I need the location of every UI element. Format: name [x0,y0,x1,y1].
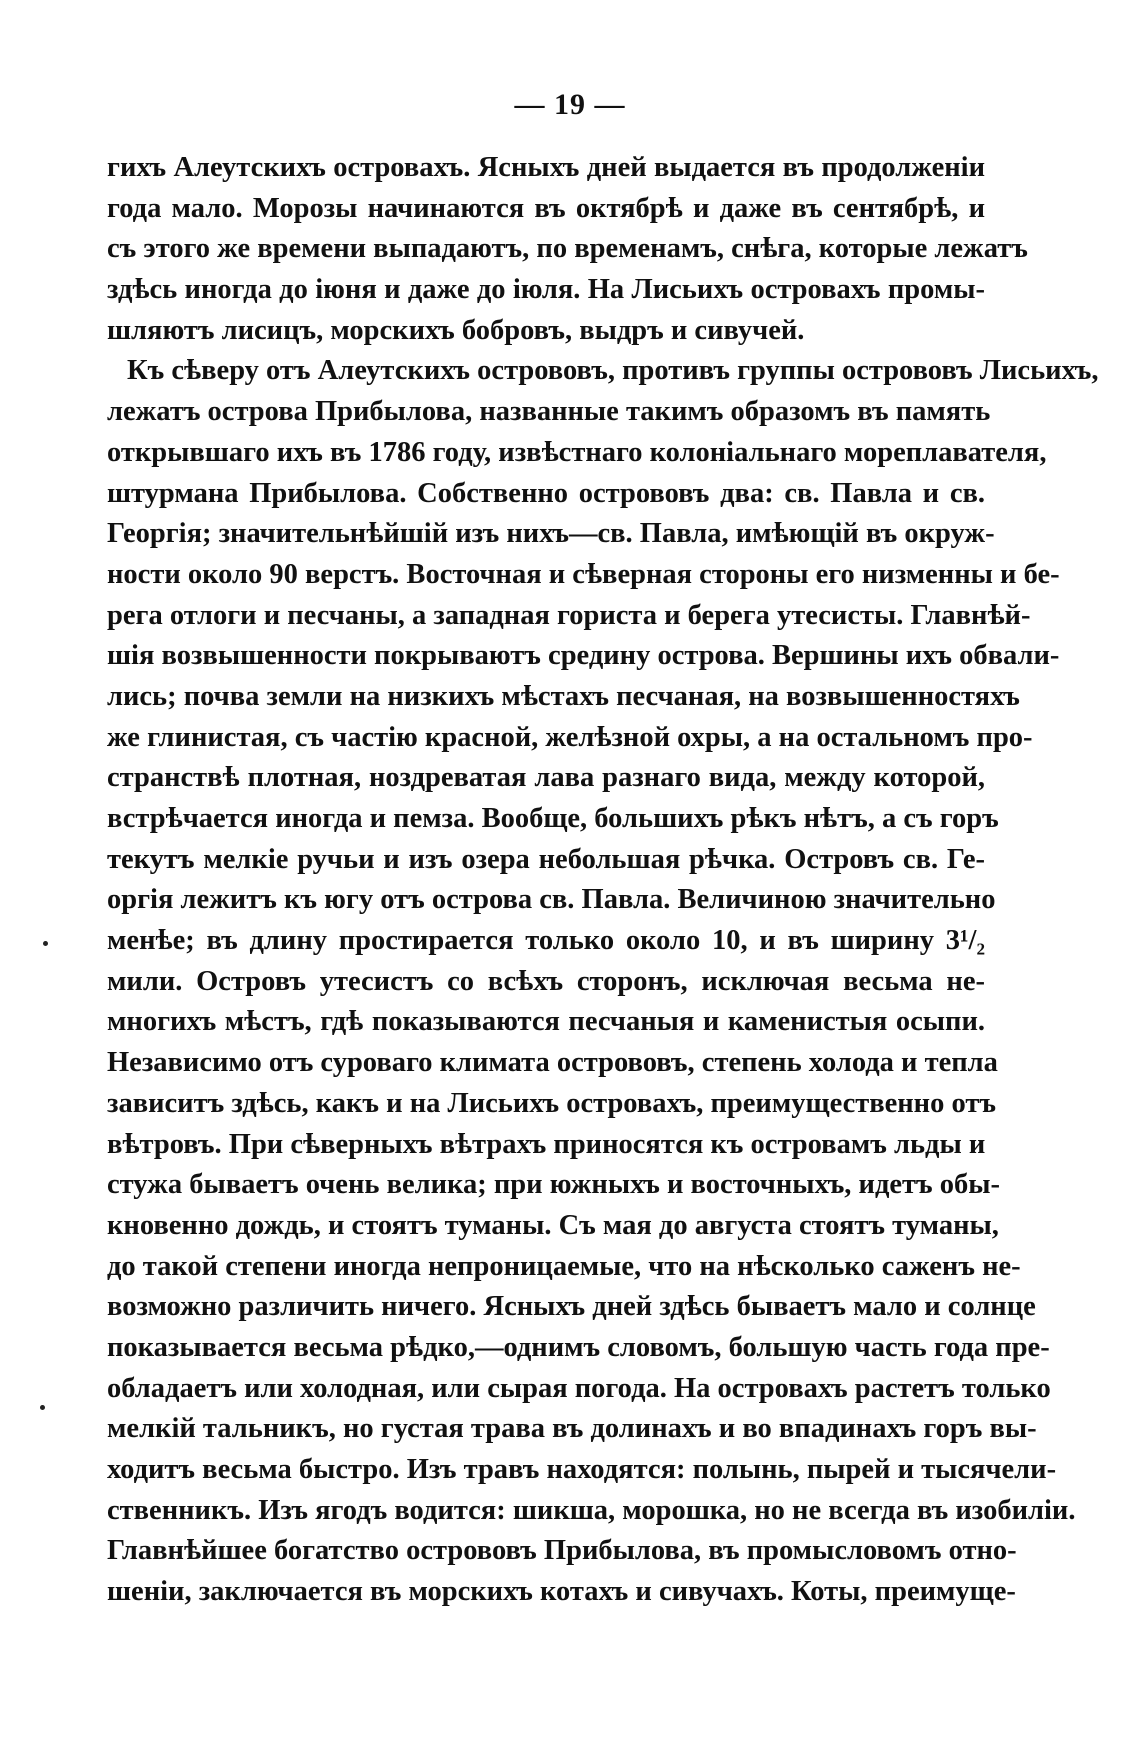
print-speck [43,941,48,946]
text-line-25: вѣтровъ. При сѣверныхъ вѣтрахъ приносятся къ островамъ льды и [107,1128,986,1160]
text-line-7: лежатъ острова Прибылова, названные такимъ образомъ въ память [107,396,991,428]
body-text [107,148,1099,1613]
text-line-8: открывшаго ихъ въ 1786 году, извѣстнаго колоніальнаго мореплавателя, [107,436,1047,468]
text-line-22: многихъ мѣстъ, гдѣ показываются песчаныя и каменистыя осыпи. [107,1006,985,1038]
text-line-11: ности около 90 верстъ. Восточная и сѣверная стороны его низменны и бе- [107,558,1060,590]
text-line-13: шія возвышенности покрываютъ средину острова. Вершины ихъ обвали- [107,640,1060,672]
text-line-23: Независимо отъ суроваго климата острововъ, степень холода и тепла [107,1047,998,1079]
text-line-18: текутъ мелкіе ручьи и изъ озера небольшая рѣчка. Островъ св. Ге- [107,843,985,875]
text-line-1: гихъ Алеутскихъ островахъ. Ясныхъ дней выдается въ продолженіи [107,152,985,183]
text-line-35: Главнѣйшее богатство острововъ Прибылова, въ промысловомъ отно- [107,1535,1017,1567]
text-line-27: кновенно дождь, и стоятъ туманы. Съ мая до августа стоятъ туманы, [107,1209,999,1241]
text-line-28: до такой степени иногда непроницаемые, что на нѣсколько саженъ не- [107,1250,1021,1282]
text-line-24: зависитъ здѣсь, какъ и на Лисьихъ островахъ, преимущественно отъ [107,1087,996,1119]
text-line-15: же глинистая, съ частію красной, желѣзной охры, а на остальномъ про- [107,721,1033,753]
text-line-29: возможно различить ничего. Ясныхъ дней здѣсь бываетъ мало и солнце [107,1291,1036,1323]
text-line-16: странствѣ плотная, ноздреватая лава разнаго вида, между которой, [107,762,985,794]
text-line-6: Къ сѣверу отъ Алеутскихъ острововъ, противъ группы острововъ Лисьихъ, [127,355,1099,387]
text-line-14: лись; почва земли на низкихъ мѣстахъ песчаная, на возвышенностяхъ [107,680,1020,712]
text-line-34: ственникъ. Изъ ягодъ водится: шикша, морошка, но не всегда въ изобиліи. [107,1494,1076,1526]
text-line-19: оргія лежитъ къ югу отъ острова св. Павла. Величиною значительно [107,884,996,916]
text-line-21: мили. Островъ утесистъ со всѣхъ сторонъ, исключая весьма не- [107,965,985,997]
text-line-10: Георгія; значительнѣйшій изъ нихъ—св. Павла, имѣющій въ окруж- [107,518,995,550]
text-line-20: менѣе; въ длину простирается только около 10, и въ ширину 3¹/₂ [107,925,985,957]
text-line-12: рега отлоги и песчаны, а западная гориста и берега утесисты. Главнѣй- [107,599,1031,631]
print-speck [40,1405,45,1410]
text-line-30: показывается весьма рѣдко,—однимъ словомъ, большую часть года пре- [107,1331,1050,1363]
text-line-36: шеніи, заключается въ морскихъ котахъ и сивучахъ. Коты, преимуще- [107,1576,1016,1608]
text-line-26: стужа бываетъ очень велика; при южныхъ и восточныхъ, идетъ обы- [107,1169,1001,1201]
text-line-9: штурмана Прибылова. Собственно острововъ два: св. Павла и св. [107,477,985,509]
text-line-4: здѣсь иногда до іюня и даже до іюля. На Лисьихъ островахъ промы- [107,274,985,306]
page-number: — 19 — [514,88,626,121]
text-line-2: года мало. Морозы начинаются въ октябрѣ и даже въ сентябрѣ, и [107,192,985,224]
text-line-32: мелкій тальникъ, но густая трава въ долинахъ и во впадинахъ горъ вы- [107,1413,1037,1445]
text-line-3: съ этого же времени выпадаютъ, по временамъ, снѣга, которые лежатъ [107,233,1028,265]
text-line-33: ходитъ весьма быстро. Изъ травъ находятся: полынь, пырей и тысячели- [107,1454,1057,1485]
text-line-5: шляютъ лисицъ, морскихъ бобровъ, выдръ и сивучей. [107,314,805,346]
text-line-31: обладаетъ или холодная, или сырая погода. На островахъ растетъ только [107,1372,1051,1404]
text-line-17: встрѣчается иногда и пемза. Вообще, большихъ рѣкъ нѣтъ, а съ горъ [107,803,999,834]
